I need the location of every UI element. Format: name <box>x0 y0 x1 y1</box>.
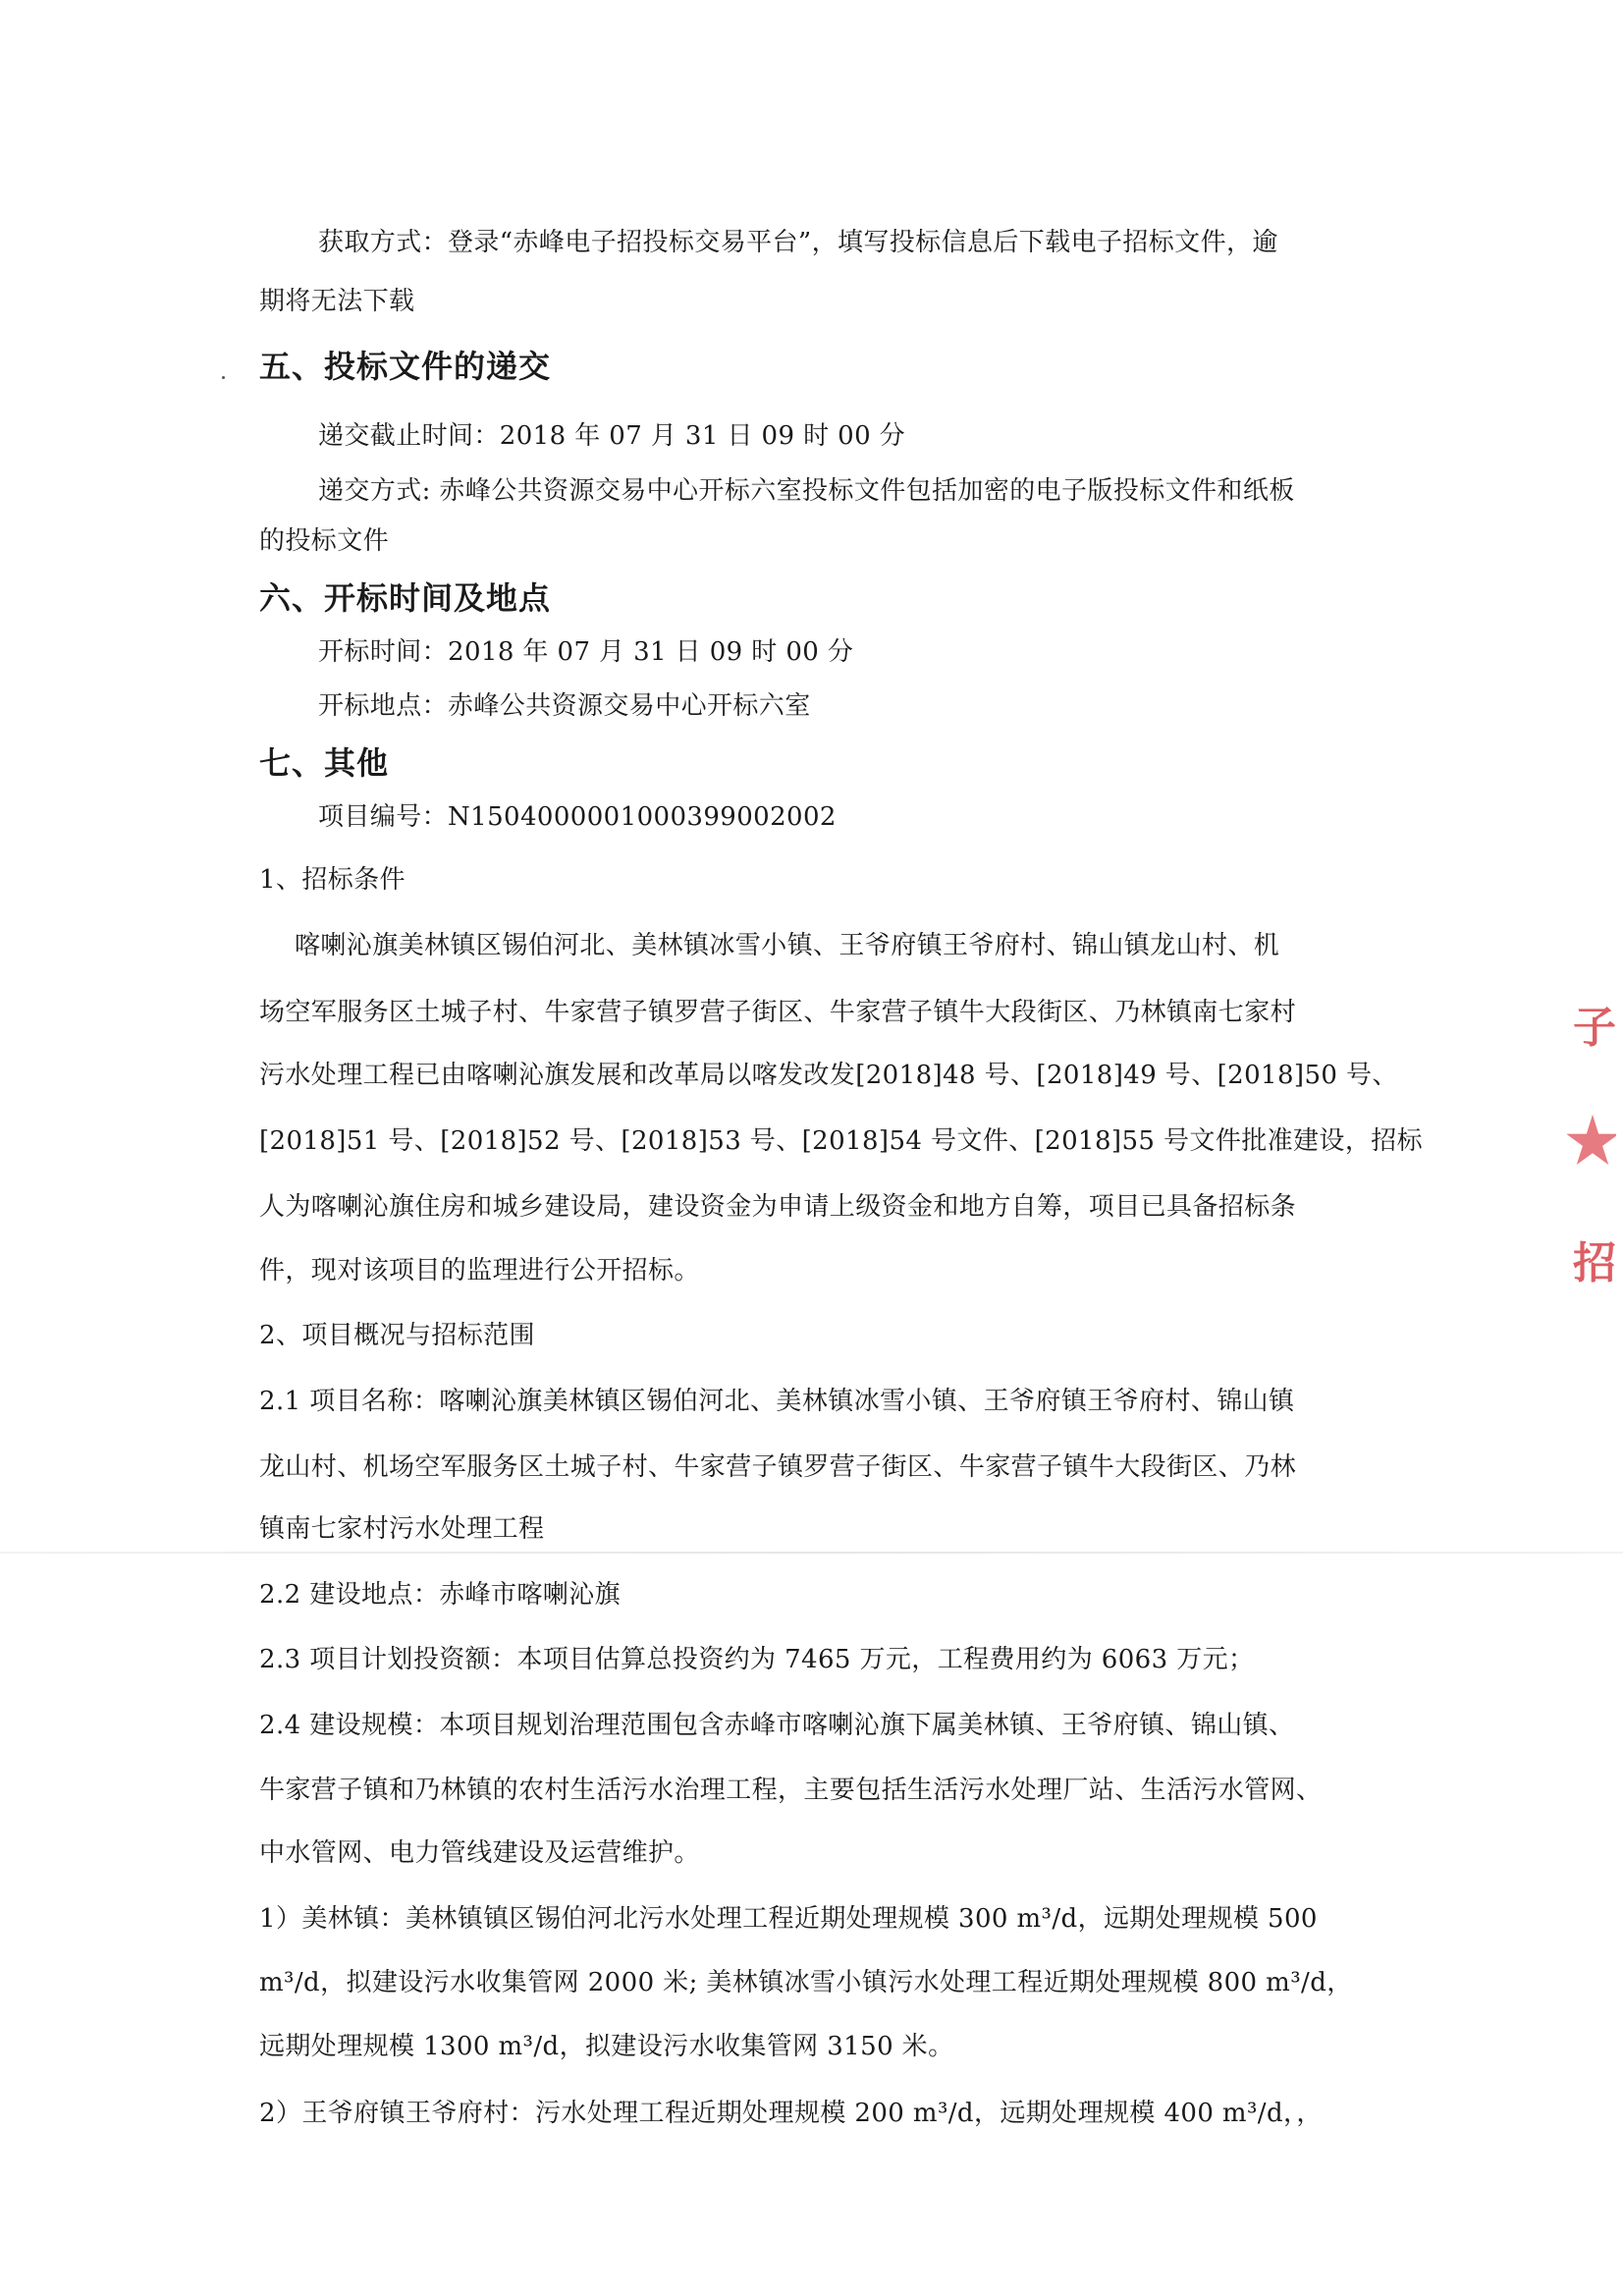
text-line: 开标时间：2018 年 07 月 31 日 09 时 00 分 <box>318 637 854 667</box>
text-line: 2.1 项目名称：喀喇沁旗美林镇区锡伯河北、美林镇冰雪小镇、王爷府镇王爷府村、锦山镇 <box>259 1387 1295 1416</box>
text-line: 2.2 建设地点：赤峰市喀喇沁旗 <box>259 1580 622 1610</box>
text-line: 人为喀喇沁旗住房和城乡建设局，建设资金为申请上级资金和地方自筹，项目已具备招标条 <box>259 1192 1297 1222</box>
text-line: 2）王爷府镇王爷府村：污水处理工程近期处理规模 200 m³/d，远期处理规模 400 m³/d，， <box>259 2099 1323 2128</box>
text-line: 递交截止时间：2018 年 07 月 31 日 09 时 00 分 <box>318 421 906 451</box>
text-line: 污水处理工程已由喀喇沁旗发展和改革局以喀发改发[2018]48 号、[2018]49 号、[2018]50 号、 <box>259 1061 1398 1090</box>
text-line: [2018]51 号、[2018]52 号、[2018]53 号、[2018]54 号文件、[2018]55 号文件批准建设，招标 <box>259 1126 1424 1156</box>
text-line: 获取方式：登录“赤峰电子招投标交易平台”，填写投标信息后下载电子招标文件，逾 <box>318 228 1278 257</box>
text-line: 龙山村、机场空军服务区土城子村、牛家营子镇罗营子街区、牛家营子镇牛大段街区、乃林 <box>259 1452 1297 1482</box>
text-line: 递交方式: 赤峰公共资源交易中心开标六室投标文件包括加密的电子版投标文件和纸板 <box>318 476 1295 506</box>
text-line: 件，现对该项目的监理进行公开招标。 <box>259 1256 700 1285</box>
text-line: 2.4 建设规模：本项目规划治理范围包含赤峰市喀喇沁旗下属美林镇、王爷府镇、锦山镇、 <box>259 1711 1295 1740</box>
text-line: 项目编号：N1504000001000399002002 <box>318 802 837 832</box>
text-line: 镇南七家村污水处理工程 <box>259 1514 545 1544</box>
stamp-star-icon <box>1567 1115 1616 1170</box>
text-line: 的投标文件 <box>259 526 390 556</box>
text-line: 开标地点：赤峰公共资源交易中心开标六室 <box>318 691 811 721</box>
stamp-char: 招 <box>1573 1238 1616 1288</box>
text-line: 2、项目概况与招标范围 <box>259 1321 535 1350</box>
text-line: 喀喇沁旗美林镇区锡伯河北、美林镇冰雪小镇、王爷府镇王爷府村、锦山镇龙山村、机 <box>295 931 1280 960</box>
text-line: 中水管网、电力管线建设及运营维护。 <box>259 1838 700 1868</box>
section-heading: 七、其他 <box>259 744 390 782</box>
text-line: m³/d，拟建设污水收集管网 2000 米; 美林镇冰雪小镇污水处理工程近期处理规模 800 m³/d， <box>259 1968 1353 1997</box>
text-line: 场空军服务区土城子村、牛家营子镇罗营子街区、牛家营子镇牛大段街区、乃林镇南七家村 <box>259 998 1297 1027</box>
scan-speck <box>222 376 225 379</box>
text-line: 牛家营子镇和乃林镇的农村生活污水治理工程，主要包括生活污水处理厂站、生活污水管网、 <box>259 1776 1323 1805</box>
text-line: 2.3 项目计划投资额：本项目估算总投资约为 7465 万元，工程费用约为 6063 万元； <box>259 1645 1255 1674</box>
seal-stamp <box>1567 982 1616 1336</box>
text-line: 期将无法下载 <box>259 287 415 316</box>
text-line: 1）美林镇：美林镇镇区锡伯河北污水处理工程近期处理规模 300 m³/d，远期处理规模 500 <box>259 1904 1318 1934</box>
section-heading: 六、开标时间及地点 <box>259 579 552 617</box>
scan-fold-line <box>0 1552 1623 1554</box>
text-line: 远期处理规模 1300 m³/d，拟建设污水收集管网 3150 米。 <box>259 2032 954 2061</box>
text-line: 1、招标条件 <box>259 865 406 895</box>
stamp-char: 子 <box>1573 1003 1616 1053</box>
section-heading: 五、投标文件的递交 <box>259 348 552 385</box>
